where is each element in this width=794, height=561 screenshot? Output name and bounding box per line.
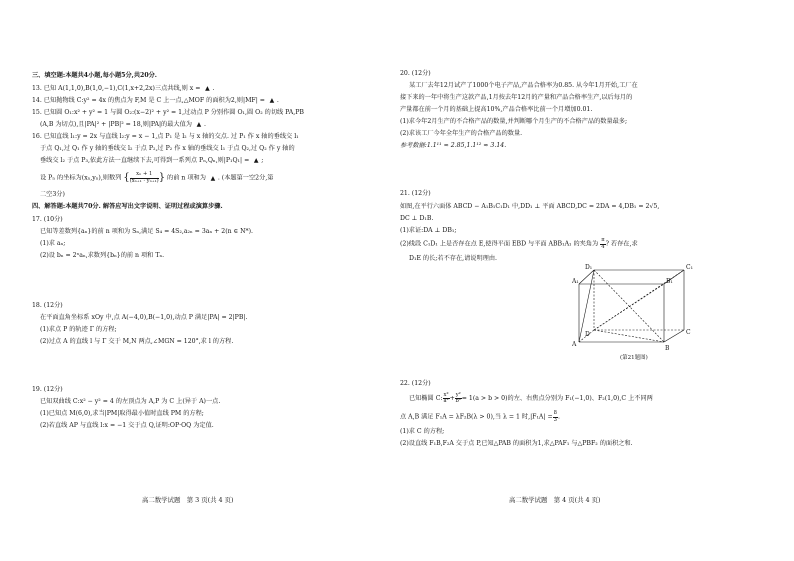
question-22-part1: (1)求 C 的方程; — [400, 428, 445, 435]
question-19-stem: 已知双曲线 C:x² − y² = 4 的左顶点为 A,P 为 C 上(异于 A)一点. — [40, 398, 221, 405]
question-20-heading: 20. (12分) — [400, 70, 431, 77]
question-17-heading: 17. (10分) — [32, 216, 63, 223]
question-20-line2: 接下来的一年中将生产这款产品,1月按去年12月的产量和产品合格率生产,以后每月的 — [400, 94, 633, 101]
question-15-line2: (A,B 为切点),且|PA|² + |PB|² = 18,则|PA|的最大值为 ▲ . — [40, 121, 206, 128]
question-19-heading: 19. (12分) — [32, 386, 63, 393]
section-fill-in-heading: 三、填空题:本题共4小题,每小题5分,共20分. — [32, 72, 157, 79]
label-c: C — [686, 329, 691, 336]
question-16-line1: 16. 已知直线 l₁:y = 2x 与直线 l₂:y = x − 1,点 P₁ 是 l₂ 与 x 轴的交点. 过 P₁ 作 x 轴的垂线交 l₁ — [32, 133, 299, 140]
question-16-line2: 于点 Q₁,过 Q₁ 作 y 轴的垂线交 l₂ 于点 P₂,过 P₂ 作 x 轴的垂线交 l₁ 于点 Q₂,过 Q₂ 作 y 轴的 — [40, 145, 295, 152]
question-17-part1: (1)求 aₙ; — [40, 240, 66, 247]
angle-fraction: $\frac{\pi}{4}$ — [601, 237, 605, 250]
question-22-part2: (2)设直线 F₁B,F₂A 交于点 P,已知△PAB 的面积为1,求△PAF₁ 与△PBF₂ 的面积之和. — [400, 440, 633, 447]
question-21-part2-cont: D₁E 的长;若不存在,请说明理由. — [409, 255, 498, 262]
question-16-line4: 设 Pₙ 的坐标为(xₙ,yₙ),则数列 { $\frac{\text{xₙ + 1}}{\text{(xₙ₊₁ · yₙ₊₁)}}$ } 的前 n 项和为 ▲ . (本题第一空2分,第 — [40, 171, 274, 184]
question-18-stem: 在平面直角坐标系 xOy 中,点 A(−4,0),B(−1,0),动点 P 满足|PA| = 2|PB|. — [40, 314, 248, 321]
label-a: A — [572, 341, 577, 348]
question-21-part2: (2)线段 C₁D₁ 上是否存在点 E,使得平面 EBD 与平面 ABB₁A₁ 的夹角为 $\frac{\pi}{4}$ ? 若存在,求 — [400, 237, 638, 250]
question-20-reference: 参考数据:1.1¹¹ ≈ 2.85,1.1¹² ≈ 3.14. — [400, 142, 507, 149]
section-solution-heading: 四、解答题:本题共70分. 解答应写出文字说明、证明过程或演算步骤. — [32, 203, 223, 210]
ellipse-term-y: $\frac{\text{y²}}{\text{b²}}$ — [455, 391, 461, 404]
question-22-heading: 22. (12分) — [400, 380, 431, 387]
question-18-heading: 18. (12分) — [32, 302, 63, 309]
question-13: 13. 已知 A(1,1,0),B(1,0,−1),C(1,x+2,2x)三点共线,则 x = ▲ . — [32, 85, 215, 92]
footer-page-4: 高二数学试题 第 4 页(共 4 页) — [509, 496, 601, 504]
question-21-line1: 如图,在平行六面体 ABCD − A₁B₁C₁D₁ 中,DD₁ ⊥ 平面 ABCD,DC = 2DA = 4,DB₁ = 2√5, — [400, 203, 660, 210]
label-a1: A₁ — [572, 278, 579, 285]
footer-page-3: 高二数学试题 第 3 页(共 4 页) — [142, 496, 234, 504]
question-20-part2: (2)求该工厂今年全年生产的合格产品的数量. — [400, 130, 523, 137]
question-17-part2: (2)设 bₙ = 2ⁿaₙ,求数列{bₙ}的前 n 项和 Tₙ. — [40, 252, 165, 259]
question-22-line1: 已知椭圆 C: $\frac{\text{x²}}{\text{a²}}$ + $\frac{\text{y²}}{\text{b²}}$ = 1(a > b > 0)的左、右焦点分别为 F₁(−1,0)、F₂(1,0),C 上不同两 — [409, 391, 653, 404]
question-16-line5: 二空3分) — [40, 191, 65, 198]
question-15-line1: 15. 已知圆 O₁:x² + y² = 1 与圆 O₂:(x−2)² + y² = 1,过动点 P 分别作圆 O₁,圆 O₂ 的切线 PA,PB — [32, 109, 304, 116]
question-21-line2: DC ⊥ D₁B. — [400, 215, 434, 222]
question-18-part1: (1)求点 P 的轨迹 Γ 的方程; — [40, 326, 117, 333]
label-d: D — [585, 331, 590, 338]
figure-caption: (第21题图) — [620, 355, 648, 361]
question-16-line3: 垂线交 l₂ 于点 P₃,依此方法一直继续下去,可得到一系列点 Pₙ,Qₙ,则|P₁Q₁| = ▲ ; — [40, 157, 264, 164]
question-20-line3: 产量都在前一个月的基础上提高10%,产品合格率比前一个月增加0.01. — [400, 106, 593, 113]
question-20-line1: 某工厂去年12月试产了1000个电子产品,产品合格率为0.85. 从今年1月开始,工厂在 — [409, 82, 638, 89]
right-page — [397, 0, 794, 561]
question-21-heading: 21. (12分) — [400, 190, 431, 197]
label-c1: C₁ — [686, 264, 693, 271]
ellipse-term-x: $\frac{\text{x²}}{\text{a²}}$ — [443, 391, 449, 404]
question-19-part2: (2)若直线 AP 与直线 l:x = −1 交于点 Q,证明:OP·OQ 为定值. — [40, 422, 214, 429]
label-b: B — [665, 345, 670, 352]
question-17-stem: 已知等差数列{aₙ}的前 n 项和为 Sₙ,满足 S₄ = 4S₂,a₂ₙ = 3aₙ + 2(n ∈ N*). — [40, 228, 253, 235]
label-d1: D₁ — [585, 264, 593, 271]
label-b1: B₁ — [666, 278, 673, 285]
question-14: 14. 已知抛物线 C:y² = 4x 的焦点为 F,M 是 C 上一点,△MOF 的面积为2,则|MF| = ▲ . — [32, 97, 279, 104]
question-19-part1: (1)已知点 M(6,0),求当|PM|取得最小值时直线 PM 的方程; — [40, 410, 204, 417]
question-22-line2: 点 A,B 满足 F₁A = λF₂B(λ > 0),当 λ = 1 时,|F₁A| = $\frac{8}{3}$ . — [400, 410, 560, 423]
question-20-part1: (1)求今年2月生产的不合格产品的数量,并判断哪个月生产的不合格产品的数量最多; — [400, 118, 628, 125]
sequence-fraction: $\frac{\text{xₙ + 1}}{\text{(xₙ₊₁ · yₙ₊₁)}}$ — [129, 171, 159, 184]
length-fraction: $\frac{8}{3}$ — [553, 410, 557, 423]
question-21-part1: (1)求证:DA ⊥ DB₁; — [400, 227, 457, 234]
question-18-part2: (2)过点 A 的直线 l 与 Γ 交于 M,N 两点,∠MGN = 120°,求 l 的方程. — [40, 338, 234, 345]
parallelepiped-figure — [572, 262, 702, 362]
